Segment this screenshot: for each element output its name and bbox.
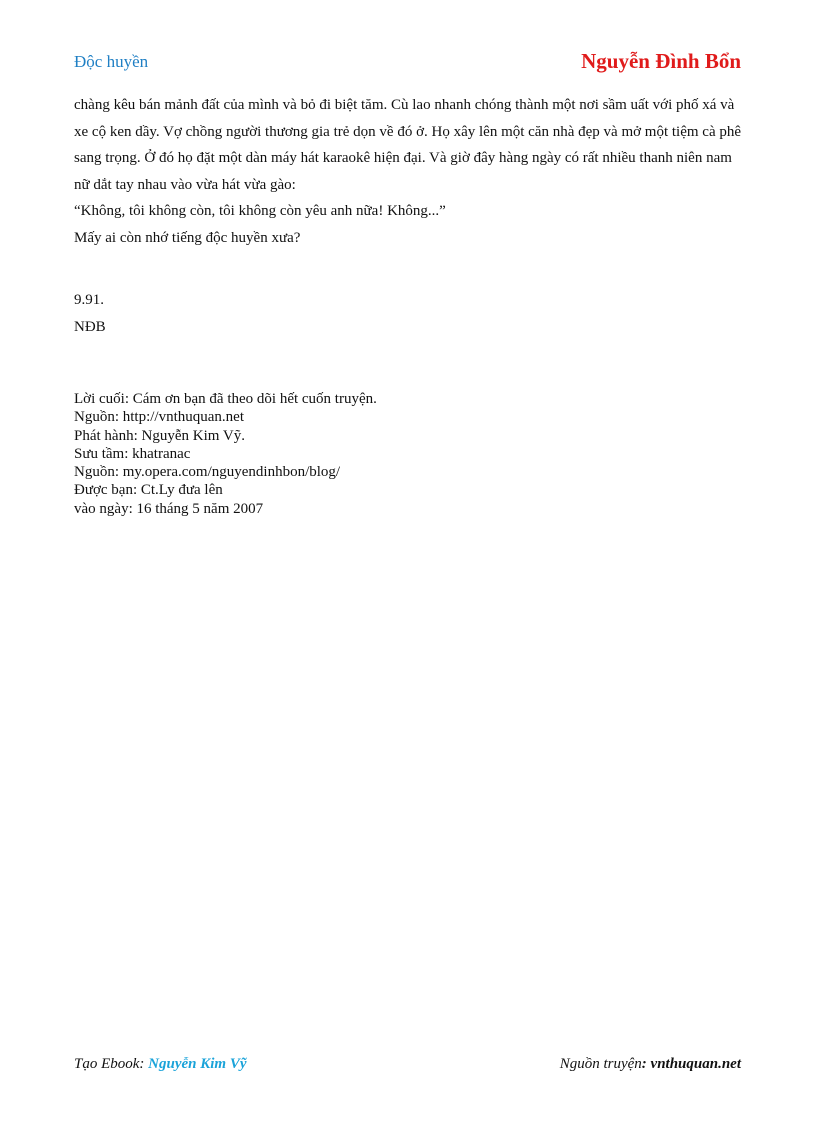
signature-date: 9.91. (74, 292, 104, 308)
signature-initials: NĐB (74, 319, 106, 335)
credits-line: vào ngày: 16 tháng 5 năm 2007 (74, 500, 264, 517)
footer-source-name: vnthuquan.net (650, 1056, 741, 1072)
credits-line: Sưu tầm: khatranac (74, 445, 191, 462)
author-name: Nguyễn Đình Bổn (581, 49, 741, 73)
credits-line: Lời cuối: Cám ơn bạn đã theo dõi hết cuốn truyện. (74, 391, 377, 407)
credits-line: Phát hành: Nguyễn Kim Vỹ. (74, 427, 245, 444)
story-paragraph: chàng kêu bán mảnh đất của mình và bỏ đi biệt tăm. Cù lao nhanh chóng thành một nơi sầm uất với phố xá và xe cộ ken dầy. Vợ chồng người thương gia trẻ dọn về đó ở. Họ xây lên một căn nhà đẹp và mở một tiệm cà phê sang trọng. Ở đó họ đặt một dàn máy hát karaokê hiện đại. Và giờ đây hàng ngày có rất nhiều thanh niên nam nữ dắt tay nhau vào vừa hát vừa gào: (74, 97, 742, 193)
story-body (74, 92, 744, 251)
credits-line: Nguồn: my.opera.com/nguyendinhbon/blog/ (74, 464, 341, 481)
footer-ebook (74, 1056, 247, 1073)
credits-line: Được bạn: Ct.Ly đưa lên (74, 482, 223, 499)
footer-source-label: Nguồn truyện (559, 1056, 642, 1072)
story-quote: “Không, tôi không còn, tôi không còn yêu anh nữa! Không...” (74, 203, 446, 219)
signature-block (74, 287, 106, 341)
footer-ebook-label: Tạo Ebook (74, 1056, 140, 1072)
footer-ebook-name: Nguyễn Kim Vỹ (148, 1056, 247, 1072)
footer-ebook-sep: : (139, 1056, 149, 1072)
footer-source-sep: : (641, 1056, 651, 1072)
footer-source (560, 1056, 741, 1073)
book-title: Độc huyền (74, 52, 149, 71)
story-closing: Mấy ai còn nhớ tiếng độc huyền xưa? (74, 229, 301, 246)
credits-block (74, 390, 377, 518)
credits-line: Nguồn: http://vnthuquan.net (74, 409, 244, 426)
